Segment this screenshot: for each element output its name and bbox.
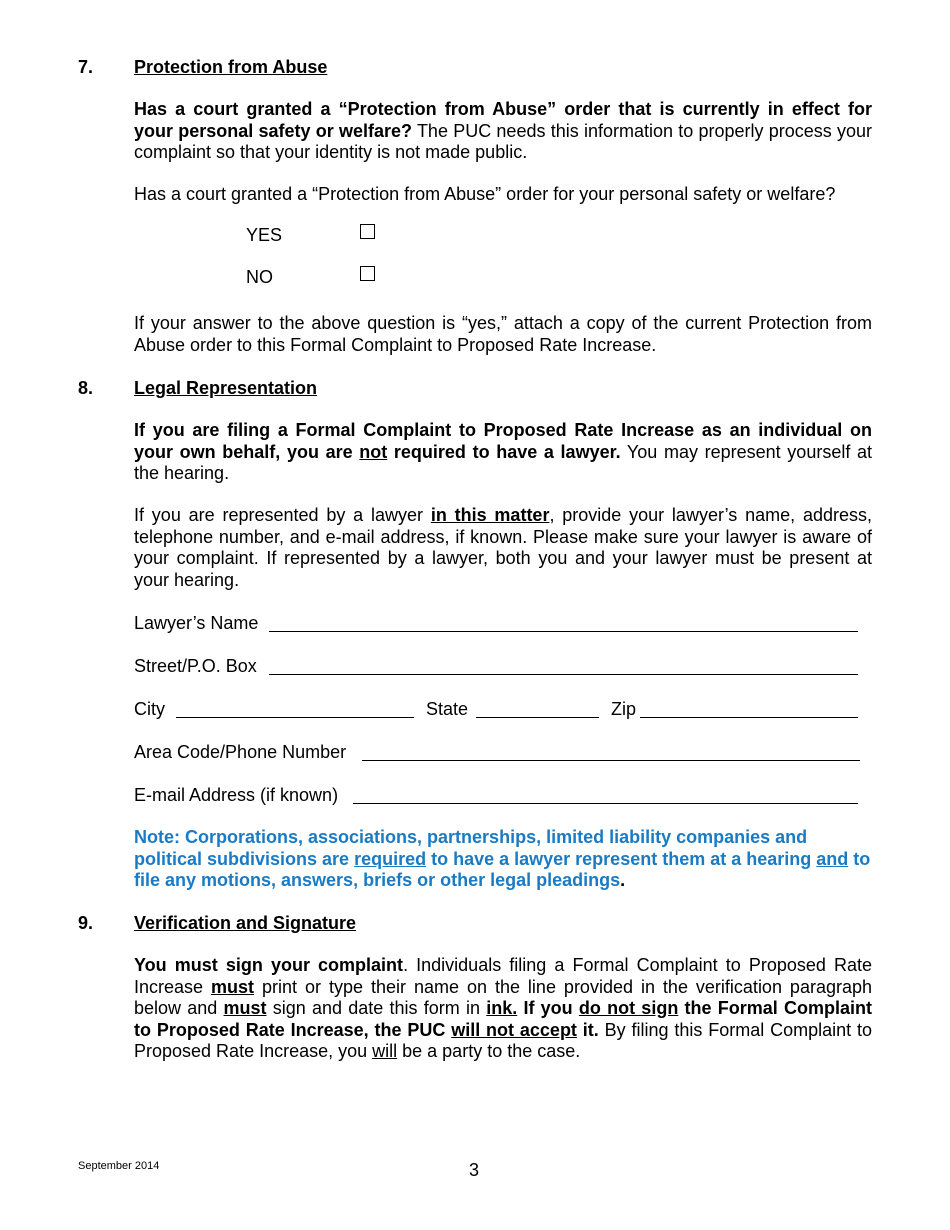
sig-s8: By filing this Formal Complaint to Proposed Rate Increase, you: [134, 1019, 873, 1061]
section-7-heading: [78, 56, 327, 78]
section-9-heading: [78, 912, 356, 934]
state-label: State: [426, 699, 469, 719]
corporations-note: [134, 827, 872, 892]
note-a: Note: Corporations, associations, partnerships, limited liability companies and political subdivisions are: [134, 827, 808, 869]
sig-s1: You must sign your complaint: [134, 955, 404, 975]
note-c: to file any motions, answers, briefs or other legal pleadings: [134, 848, 871, 890]
sig-s6: the Formal Complaint to Proposed Rate Increase, the PUC: [134, 998, 872, 1040]
email-row: [134, 784, 860, 808]
lawyer-info-a: If you are represented by a lawyer: [134, 505, 431, 525]
abuse-question: Has a court granted a “Protection from Abuse” order for your personal safety or welfare?: [134, 184, 836, 204]
lawyer-name-row: [134, 612, 860, 636]
city-label: City: [134, 699, 165, 719]
attach-instructions: If your answer to the above question is “yes,” attach a copy of the current Protection from Abuse order to this Formal Complaint to Proposed Rate Increase.: [134, 313, 872, 355]
lawyer-name-line[interactable]: [269, 631, 858, 632]
sig-do-not-sign: do not sign: [578, 998, 679, 1018]
section-9-number: 9.: [78, 913, 94, 933]
no-checkbox[interactable]: [360, 266, 375, 281]
section-8-title: Legal Representation: [134, 378, 318, 398]
city-state-zip-row: [134, 698, 860, 722]
email-label: E-mail Address (if known): [134, 785, 339, 805]
city-line[interactable]: [176, 717, 414, 718]
section-8-heading: [78, 377, 317, 399]
section-7-number: 7.: [78, 57, 94, 77]
street-label: Street/P.O. Box: [134, 656, 257, 676]
zip-label: Zip: [611, 699, 637, 719]
sig-s3: print or type their name on the line provided in the verification paragraph below and: [134, 976, 872, 1018]
page-number: 3: [469, 1160, 480, 1180]
note-and: and: [816, 848, 849, 869]
street-row: [134, 655, 860, 679]
sig-s2: . Individuals filing a Formal Complaint to Proposed Rate Increase: [134, 955, 873, 997]
yes-checkbox[interactable]: [360, 224, 375, 239]
abuse-question-explanation: The PUC needs this information to properly process your complaint so that your identity is not made public.: [134, 120, 873, 162]
section-9-title: Verification and Signature: [134, 913, 357, 933]
note-required: required: [354, 848, 427, 869]
sig-must-2: must: [223, 998, 267, 1018]
lawyer-req-bold-b: required to have a lawyer.: [387, 441, 621, 462]
lawyer-name-label: Lawyer’s Name: [134, 613, 259, 633]
note-b: to have a lawyer represent them at a hearing: [426, 848, 817, 869]
sig-s7: it.: [576, 1019, 599, 1040]
lawyer-req-rest: You may represent yourself at the hearing.: [134, 441, 872, 483]
lawyer-info-paragraph: [134, 505, 872, 591]
signature-instructions: [134, 955, 872, 1063]
phone-row: [134, 741, 860, 765]
abuse-question-bold: Has a court granted a “Protection from Abuse” order that is currently in effect for your personal safety or welfare?: [134, 99, 872, 141]
footer-date: September 2014: [78, 1160, 160, 1172]
sig-must-1: must: [211, 976, 255, 997]
yes-label: YES: [246, 225, 283, 245]
section-7-intro: [134, 99, 872, 164]
sig-s9: be a party to the case.: [397, 1041, 581, 1061]
email-line[interactable]: [353, 803, 858, 804]
street-line[interactable]: [269, 674, 858, 675]
lawyer-info-b: , provide your lawyer’s name, address, telephone number, and e-mail address, if known. Please make sure your lawyer is aware of your complaint. If represented by a lawyer, both you and your lawyer must be present at your hearing.: [134, 505, 872, 590]
section-8-number: 8.: [78, 378, 94, 398]
phone-line[interactable]: [362, 760, 860, 761]
state-line[interactable]: [476, 717, 599, 718]
lawyer-requirement-paragraph: [134, 420, 872, 485]
sig-will-not-accept: will not accept: [451, 1019, 577, 1040]
zip-line[interactable]: [640, 717, 858, 718]
phone-label: Area Code/Phone Number: [134, 742, 347, 762]
section-7-title: Protection from Abuse: [134, 57, 328, 77]
sig-ink: ink.: [486, 998, 518, 1018]
lawyer-req-not: not: [359, 441, 388, 462]
no-label: NO: [246, 267, 273, 287]
sig-will: will: [372, 1041, 398, 1061]
sig-s4: sign and date this form in: [266, 998, 487, 1018]
lawyer-info-in-this-matter: in this matter: [430, 505, 550, 525]
note-period: .: [620, 870, 626, 890]
lawyer-req-bold-a: If you are filing a Formal Complaint to Proposed Rate Increase as an individual on your own behalf, you are: [134, 420, 872, 462]
sig-s5: If you: [517, 998, 579, 1018]
